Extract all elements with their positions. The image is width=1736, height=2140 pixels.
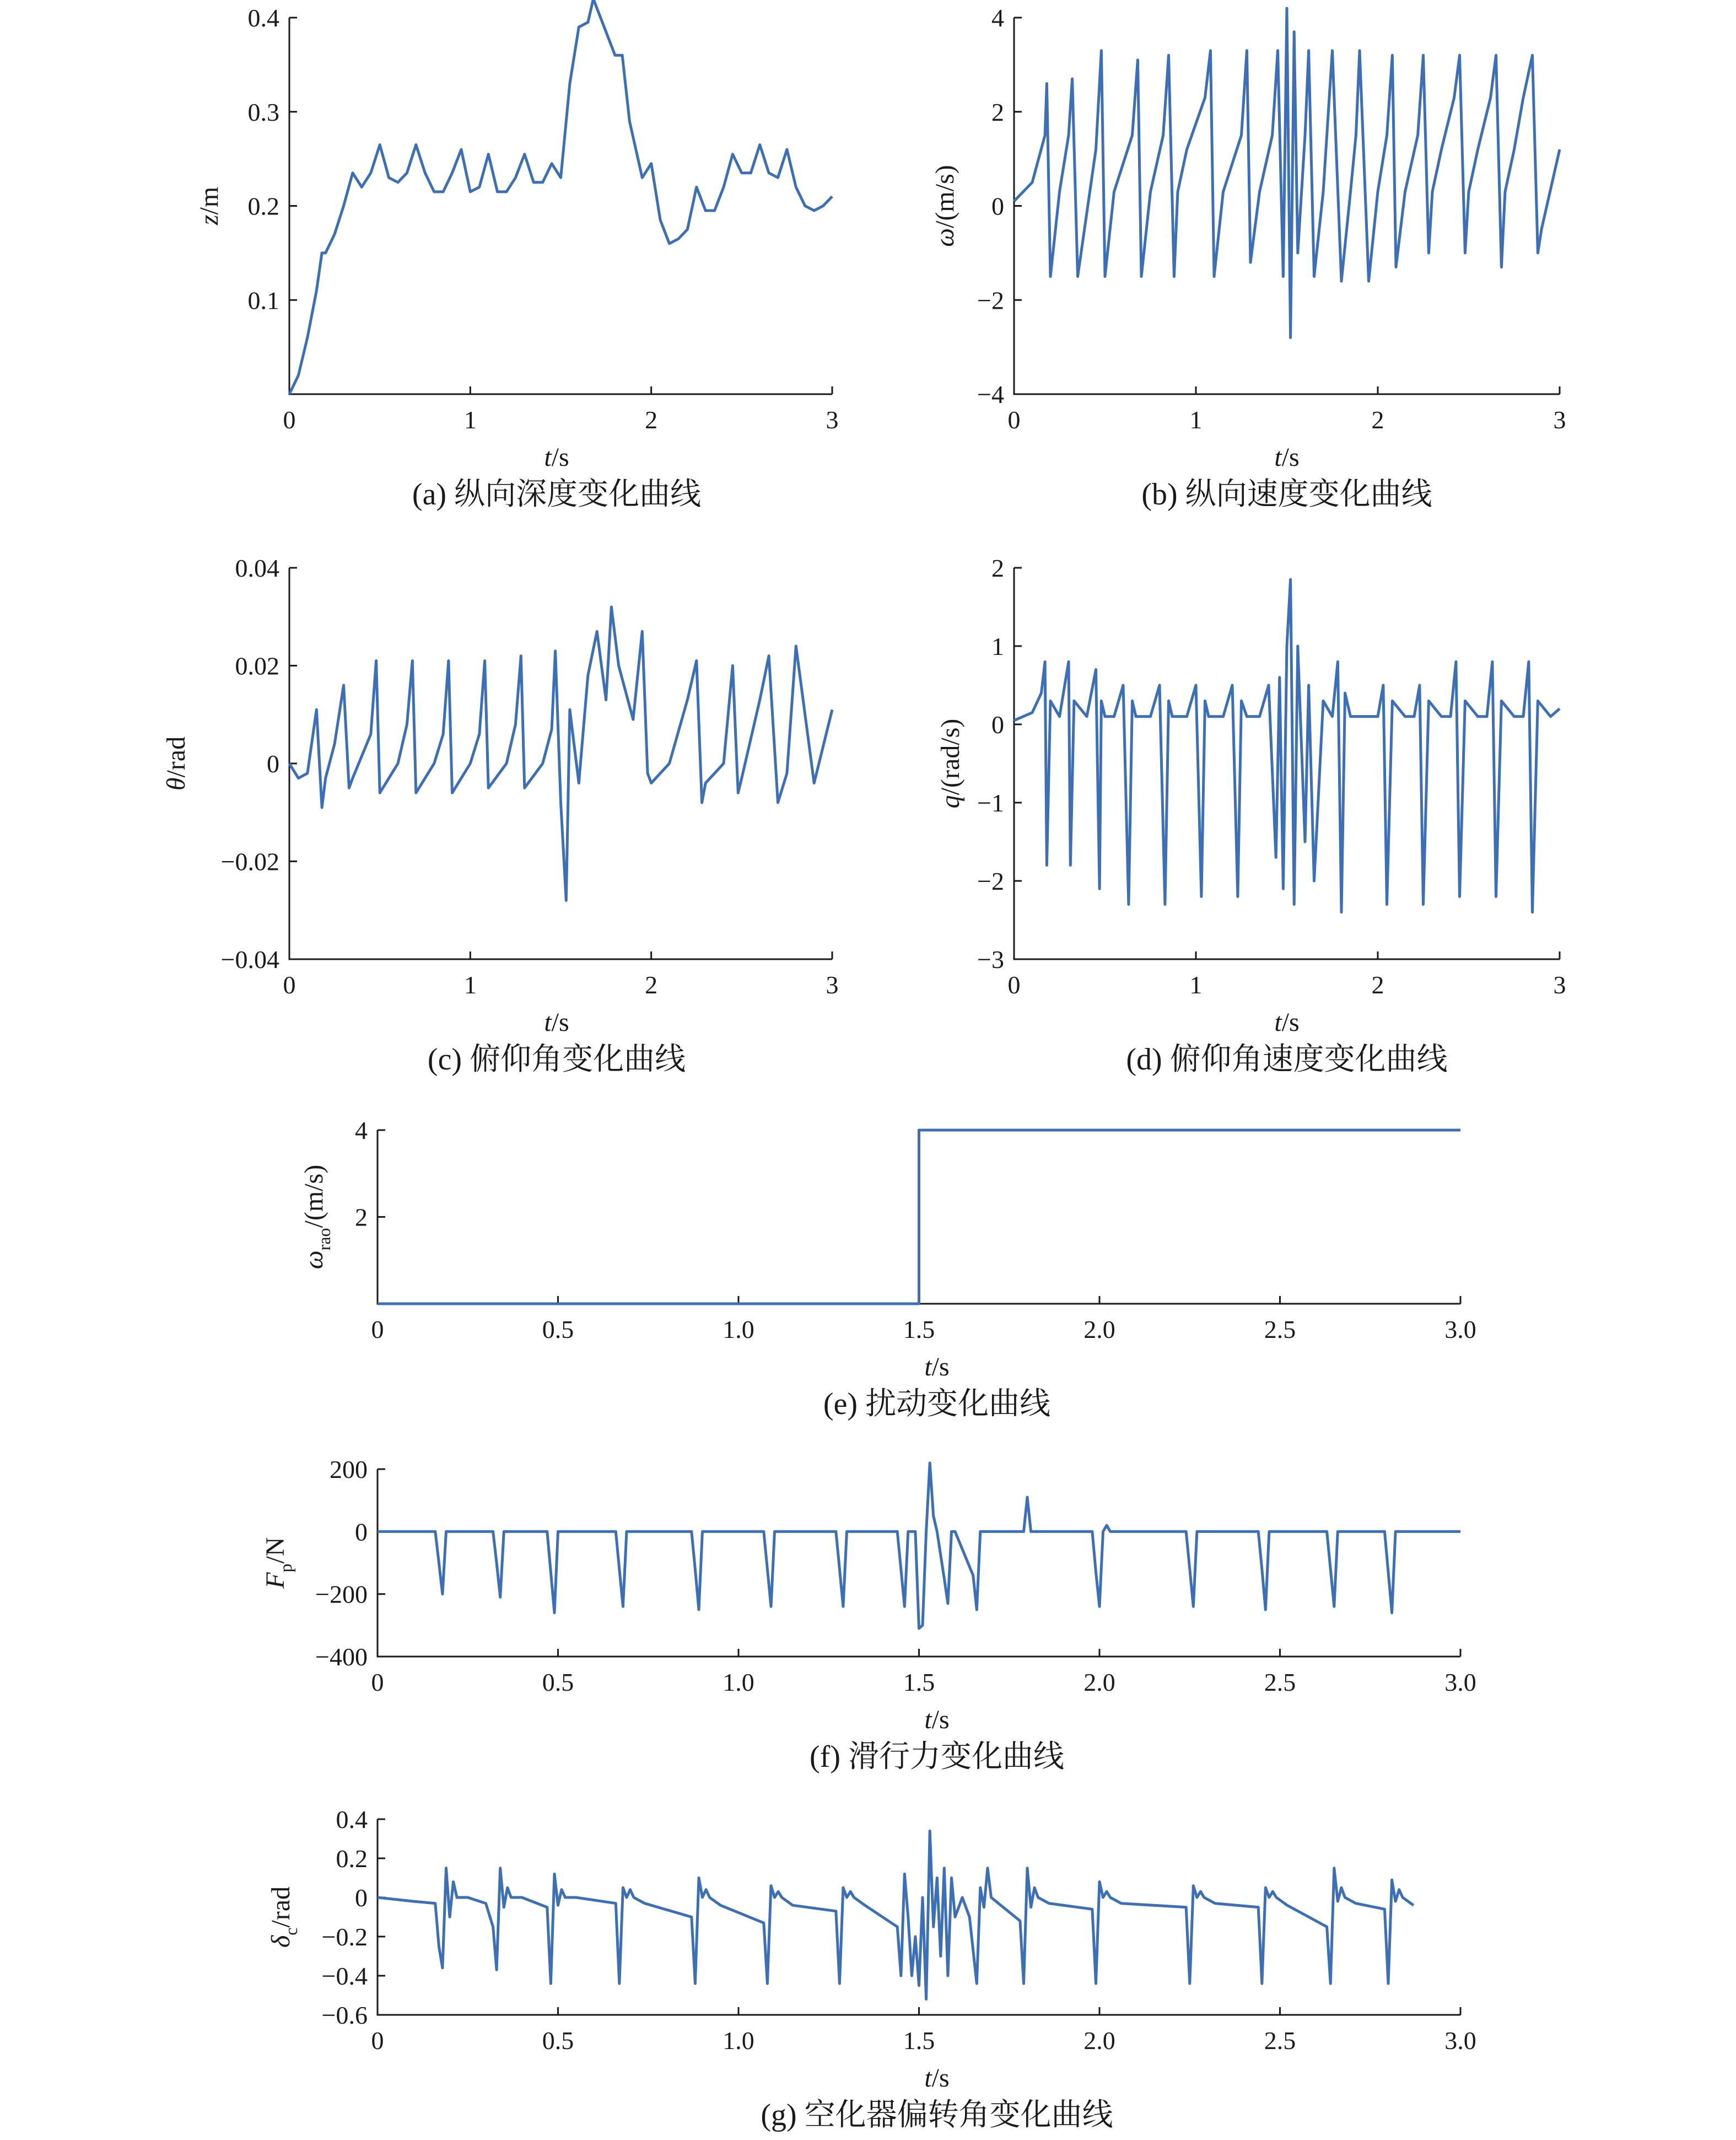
y-axis-label: $F_p/N$ (261, 1537, 295, 1589)
x-tick-label: 3.0 (1444, 1668, 1476, 1696)
x-tick-label: 0 (1007, 971, 1021, 999)
x-tick-label: 0.5 (542, 1668, 574, 1696)
axes-c (289, 568, 832, 959)
x-tick-label: 0 (371, 2026, 384, 2055)
panel-d (936, 554, 1566, 1077)
x-tick-label: 2 (1371, 406, 1384, 434)
series-line-b (1014, 8, 1560, 338)
x-tick-label: 2.5 (1264, 2026, 1296, 2055)
y-tick-label: −0.2 (321, 1923, 368, 1951)
panel-f (261, 1455, 1476, 1774)
caption-c: (c) 俯仰角变化曲线 (427, 1042, 686, 1077)
x-tick-label: 3.0 (1444, 2026, 1476, 2055)
y-axis-label: ω/(m/s) (930, 165, 959, 247)
y-tick-label: 1 (991, 632, 1004, 660)
y-tick-label: 0.2 (336, 1845, 368, 1873)
x-tick-label: 1 (1189, 971, 1203, 999)
panel-b (930, 4, 1566, 512)
caption-g: (g) 空化器偏转角变化曲线 (761, 2098, 1113, 2132)
series-line-f (378, 1463, 1460, 1628)
y-tick-label: −400 (315, 1643, 368, 1671)
x-tick-label: 0 (283, 406, 296, 434)
y-tick-label: 0.1 (247, 286, 279, 315)
x-tick-label: 1.0 (723, 1315, 754, 1343)
panel-a (195, 0, 839, 512)
y-tick-label: −0.4 (321, 1962, 368, 1990)
y-tick-label: 0.02 (235, 652, 279, 680)
x-tick-label: 2 (645, 406, 658, 434)
x-axis-label: t/s (544, 443, 569, 472)
y-tick-label: 0.4 (336, 1805, 368, 1833)
y-tick-label: −2 (977, 867, 1004, 895)
y-axis-label: θ/rad (161, 736, 191, 791)
y-tick-label: 0 (991, 711, 1004, 739)
x-tick-label: 3.0 (1444, 1315, 1476, 1343)
y-tick-label: 200 (330, 1455, 368, 1483)
panel-e (299, 1116, 1476, 1421)
panel-c (161, 554, 839, 1077)
y-tick-label: −4 (977, 380, 1004, 408)
x-tick-label: 1.5 (903, 2026, 935, 2055)
series-line-e (378, 1130, 1460, 1304)
x-tick-label: 1.0 (723, 2026, 754, 2055)
y-tick-label: 4 (991, 4, 1004, 32)
x-tick-label: 3 (826, 406, 839, 434)
series-line-a (289, 0, 832, 394)
x-axis-label: t/s (924, 1352, 950, 1381)
x-tick-label: 1 (463, 406, 477, 434)
y-tick-label: 0.2 (247, 192, 279, 221)
x-tick-label: 3 (1553, 406, 1566, 434)
y-tick-label: 2 (991, 554, 1004, 582)
series-line-d (1014, 579, 1560, 912)
caption-d: (d) 俯仰角速度变化曲线 (1126, 1042, 1448, 1077)
series-line-g (378, 1831, 1414, 1999)
y-tick-label: 0.04 (235, 554, 279, 582)
y-tick-label: −200 (315, 1580, 368, 1609)
y-axis-label: z/m (195, 186, 224, 225)
panel-g (266, 1805, 1476, 2132)
y-axis-label: q/(rad/s) (936, 718, 965, 809)
y-tick-label: 0 (355, 1884, 368, 1912)
x-axis-label: t/s (924, 1705, 950, 1734)
y-tick-label: −0.6 (321, 2001, 368, 2029)
caption-f: (f) 滑行力变化曲线 (810, 1740, 1064, 1774)
y-tick-label: 0.4 (247, 4, 279, 32)
y-tick-label: −3 (977, 945, 1004, 974)
y-axis-label: $\omega_{rao}/(m/s)$ (299, 1164, 334, 1270)
y-tick-label: −1 (977, 789, 1004, 817)
y-tick-label: 0 (991, 192, 1004, 221)
y-tick-label: −0.04 (220, 945, 279, 974)
y-tick-label: 2 (991, 98, 1004, 126)
x-tick-label: 1 (463, 971, 477, 999)
x-tick-label: 3 (826, 971, 839, 999)
x-tick-label: 2 (1371, 971, 1384, 999)
x-tick-label: 1 (1189, 406, 1203, 434)
x-tick-label: 2 (645, 971, 658, 999)
x-tick-label: 2.5 (1264, 1668, 1296, 1696)
y-tick-label: 0 (355, 1518, 368, 1546)
x-tick-label: 1.5 (903, 1315, 935, 1343)
x-tick-label: 2.0 (1083, 2026, 1115, 2055)
x-axis-label: t/s (924, 2063, 950, 2093)
series-line-c (289, 607, 832, 901)
x-tick-label: 1.0 (723, 1668, 754, 1696)
x-tick-label: 3 (1553, 971, 1566, 999)
x-tick-label: 0 (371, 1668, 384, 1696)
x-tick-label: 0 (371, 1315, 384, 1343)
y-tick-label: 2 (355, 1203, 368, 1232)
caption-e: (e) 扰动变化曲线 (823, 1387, 1051, 1421)
x-axis-label: t/s (544, 1008, 569, 1037)
x-tick-label: 0.5 (542, 2026, 574, 2055)
x-tick-label: 2.0 (1083, 1668, 1115, 1696)
axes-a (289, 18, 832, 394)
y-tick-label: 4 (355, 1116, 368, 1144)
x-axis-label: t/s (1274, 1008, 1300, 1037)
y-axis-label: $\delta_c$/rad (266, 1886, 301, 1948)
x-axis-label: t/s (1274, 443, 1300, 472)
x-tick-label: 1.5 (903, 1668, 935, 1696)
x-tick-label: 0.5 (542, 1315, 574, 1343)
caption-a: (a) 纵向深度变化曲线 (412, 477, 702, 512)
y-tick-label: −0.02 (220, 847, 279, 876)
x-tick-label: 0 (283, 971, 296, 999)
y-tick-label: 0 (267, 750, 279, 778)
x-tick-label: 2.0 (1083, 1315, 1115, 1343)
x-tick-label: 2.5 (1264, 1315, 1296, 1343)
caption-b: (b) 纵向速度变化曲线 (1141, 477, 1432, 512)
y-tick-label: −2 (977, 286, 1004, 315)
x-tick-label: 0 (1007, 406, 1021, 434)
y-tick-label: 0.3 (247, 98, 279, 126)
